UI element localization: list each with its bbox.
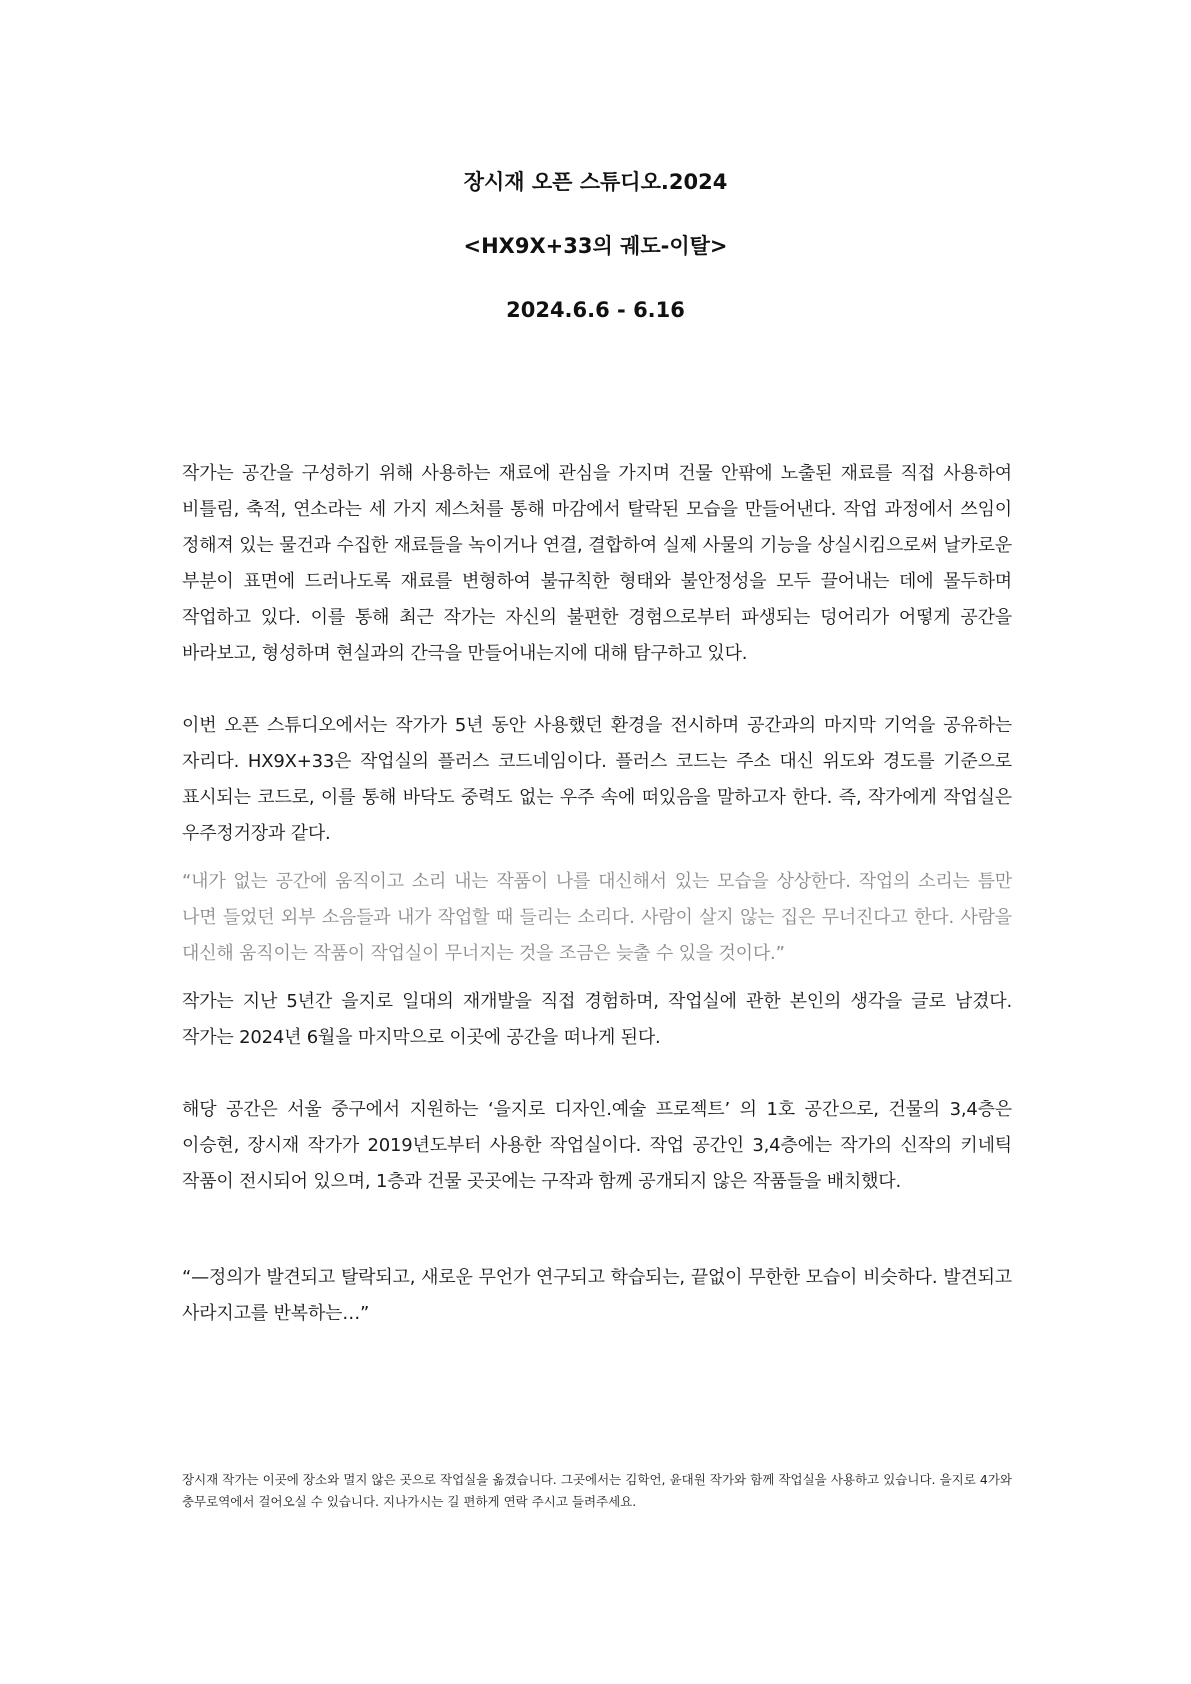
artist-quote: “내가 없는 공간에 움직이고 소리 내는 작품이 나를 대신해서 있는 모습을 상상한다. 작업의 소리는 틈만 나면 들었던 외부 소음들과 내가 작업할 때 들리는 소리다. 사람이 살지 않는 집은 무너진다고 한다. 사람을 대신해 움직이는 작품이 작업실이 무너지는 것을 조금은 늦출 수 있을 것이다.” bbox=[182, 871, 1012, 964]
paragraph-artist-practice: 작가는 공간을 구성하기 위해 사용하는 재료에 관심을 가지며 건물 안팎에 노출된 재료를 직접 사용하여 비틀림, 축적, 연소라는 세 가지 제스처를 통해 마감에서 탈락된 모습을 만들어낸다. 작업 과정에서 쓰임이 정해져 있는 물건과 수집한 재료들을 녹이거나 연결, 결합하여 실제 사물의 기능을 상실시킴으로써 날카로운 부분이 표면에 드러나도록 재료를 변형하여 불규칙한 형태와 불안정성을 모두 끌어내는 데에 몰두하며 작업하고 있다. 이를 통해 최근 작가는 자신의 불편한 경험으로부터 파생되는 덩어리가 어떻게 공간을 바라보고, 형성하며 현실과의 간극을 만들어내는지에 대해 탐구하고 있다. bbox=[182, 463, 1012, 664]
paragraph-space-info: 해당 공간은 서울 중구에서 지원하는 ‘을지로 디자인.예술 프로젝트’ 의 1호 공간으로, 건물의 3,4층은 이승현, 장시재 작가가 2019년도부터 사용한 작업실이다. 작업 공간인 3,4층에는 작가의 신작의 키네틱 작품이 전시되어 있으며, 1층과 건물 곳곳에는 구작과 함께 공개되지 않은 작품들을 배치했다. bbox=[182, 1099, 1012, 1192]
footnote: 장시재 작가는 이곳에 장소와 멀지 않은 곳으로 작업실을 옮겼습니다. 그곳에서는 김학언, 윤대원 작가와 함께 작업실을 사용하고 있습니다. 을지로 4가와 충무로역에서 걸어오실 수 있습니다. 지나가시는 길 편하게 연락 주시고 들려주세요. bbox=[182, 1472, 1012, 1509]
document-header bbox=[0, 168, 1191, 360]
paragraph-redevelopment: 작가는 지난 5년간 을지로 일대의 재개발을 직접 경험하며, 작업실에 관한 본인의 생각을 글로 남겼다. 작가는 2024년 6월을 마지막으로 이곳에 공간을 떠나게 된다. bbox=[182, 991, 1012, 1048]
exhibition-dates: 2024.6.6 - 6.16 bbox=[506, 298, 685, 322]
exhibition-title: 장시재 오픈 스튜디오.2024 bbox=[463, 170, 728, 194]
closing-quote: “—정의가 발견되고 탈락되고, 새로운 무언가 연구되고 학습되는, 끝없이 무한한 모습이 비슷하다. 발견되고 사라지고를 반복하는…” bbox=[182, 1267, 1012, 1324]
document-body bbox=[182, 456, 1012, 1332]
paragraph-open-studio: 이번 오픈 스튜디오에서는 작가가 5년 동안 사용했던 환경을 전시하며 공간과의 마지막 기억을 공유하는 자리다. HX9X+33은 작업실의 플러스 코드네임이다. 플러스 코드는 주소 대신 위도와 경도를 기준으로 표시되는 코드로, 이를 통해 바닥도 중력도 없는 우주 속에 떠있음을 말하고자 한다. 즉, 작가에게 작업실은 우주정거장과 같다. bbox=[182, 715, 1012, 844]
exhibition-subtitle: <HX9X+33의 궤도-이탈> bbox=[463, 234, 728, 258]
